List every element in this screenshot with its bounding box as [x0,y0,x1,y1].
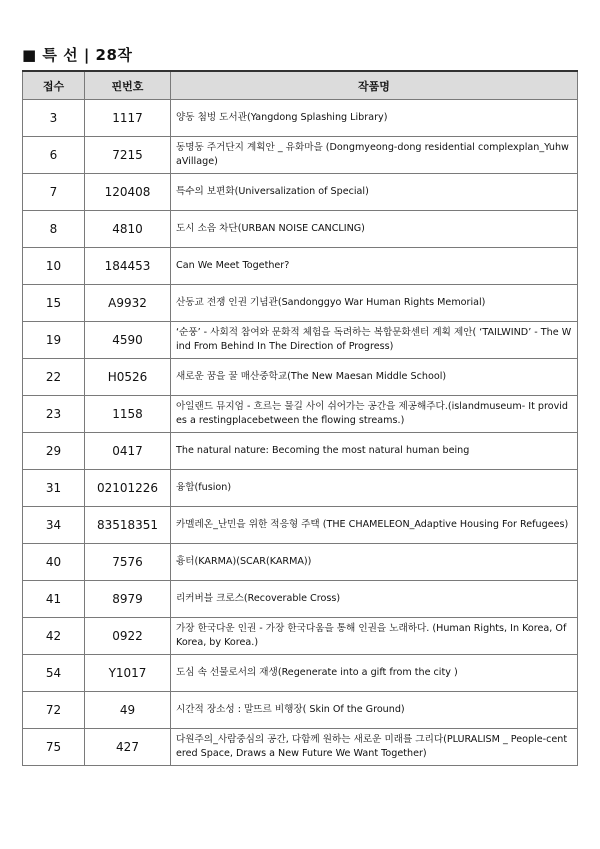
table-body [23,100,578,766]
table-row [23,692,578,729]
work-title-cell: Can We Meet Together? [171,248,578,285]
pin-number-cell: Y1017 [85,655,171,692]
table-row [23,396,578,433]
pin-number-cell: 120408 [85,174,171,211]
awards-table [22,70,578,766]
work-title-cell: 융합(fusion) [171,470,578,507]
work-title-cell: 카멜레온_난민을 위한 적응형 주택 (THE CHAMELEON_Adaptive Housing For Refugees) [171,507,578,544]
entry-number-cell: 29 [23,433,85,470]
work-title-cell: 도시 소음 차단(URBAN NOISE CANCLING) [171,211,578,248]
table-row [23,581,578,618]
entry-number-cell: 42 [23,618,85,655]
work-title-cell: 아일랜드 뮤지엄 - 흐르는 물길 사이 쉬어가는 공간을 제공해주다.(islandmuseum- It provides a restingplacebetween the flowing streams.) [171,396,578,433]
pin-number-cell: 7576 [85,544,171,581]
table-row [23,137,578,174]
entry-number-cell: 72 [23,692,85,729]
table-row [23,359,578,396]
table-row [23,655,578,692]
work-title-cell: 리커버블 크로스(Recoverable Cross) [171,581,578,618]
entry-number-cell: 22 [23,359,85,396]
pin-number-cell: 0922 [85,618,171,655]
header-pin-number: 핀번호 [85,71,171,100]
table-row [23,174,578,211]
pin-number-cell: 184453 [85,248,171,285]
pin-number-cell: 1158 [85,396,171,433]
pin-number-cell: 49 [85,692,171,729]
header-work-title: 작품명 [171,71,578,100]
pin-number-cell: 7215 [85,137,171,174]
entry-number-cell: 40 [23,544,85,581]
work-title-cell: 새로운 꿈을 꿀 매산중학교(The New Maesan Middle School) [171,359,578,396]
entry-number-cell: 8 [23,211,85,248]
entry-number-cell: 34 [23,507,85,544]
work-title-cell: 특수의 보편화(Universalization of Special) [171,174,578,211]
entry-number-cell: 6 [23,137,85,174]
entry-number-cell: 54 [23,655,85,692]
pin-number-cell: 4810 [85,211,171,248]
pin-number-cell: 02101226 [85,470,171,507]
table-row [23,100,578,137]
table-row [23,470,578,507]
entry-number-cell: 3 [23,100,85,137]
entry-number-cell: 75 [23,729,85,766]
table-row [23,729,578,766]
work-title-cell: 다원주의_사람중심의 공간, 다함께 원하는 새로운 미래를 그리다(PLURALISM _ People-centered Space, Draws a New Future We Want Together) [171,729,578,766]
table-header-row [23,71,578,100]
pin-number-cell: 4590 [85,322,171,359]
table-row [23,618,578,655]
entry-number-cell: 15 [23,285,85,322]
work-title-cell: 동명동 주거단지 계획안 _ 유화마을 (Dongmyeong-dong residential complexplan_YuhwaVillage) [171,137,578,174]
entry-number-cell: 7 [23,174,85,211]
work-title-cell: 시간적 장소성 : 말뜨르 비행장( Skin Of the Ground) [171,692,578,729]
pin-number-cell: A9932 [85,285,171,322]
pin-number-cell: H0526 [85,359,171,396]
pin-number-cell: 0417 [85,433,171,470]
table-row [23,507,578,544]
work-title-cell: 산동교 전쟁 인권 기념관(Sandonggyo War Human Rights Memorial) [171,285,578,322]
work-title-cell: 흉터(KARMA)(SCAR(KARMA)) [171,544,578,581]
table-row [23,211,578,248]
entry-number-cell: 19 [23,322,85,359]
table-row [23,322,578,359]
entry-number-cell: 23 [23,396,85,433]
work-title-cell: The natural nature: Becoming the most natural human being [171,433,578,470]
table-row [23,544,578,581]
pin-number-cell: 427 [85,729,171,766]
work-title-cell: 도심 속 선물로서의 재생(Regenerate into a gift from the city ) [171,655,578,692]
pin-number-cell: 8979 [85,581,171,618]
table-row [23,285,578,322]
work-title-cell: 가장 한국다운 인권 - 가장 한국다움을 통해 인권을 노래하다. (Human Rights, In Korea, Of Korea, by Korea.) [171,618,578,655]
pin-number-cell: 83518351 [85,507,171,544]
entry-number-cell: 41 [23,581,85,618]
table-row [23,433,578,470]
work-title-cell: ‘순풍’ - 사회적 참여와 문화적 체험을 독려하는 복합문화센터 계획 제안( ‘TAILWIND’ - The Wind From Behind In The Direction of Progress) [171,322,578,359]
pin-number-cell: 1117 [85,100,171,137]
header-entry-number: 접수 [23,71,85,100]
work-title-cell: 양동 첨벙 도서관(Yangdong Splashing Library) [171,100,578,137]
entry-number-cell: 10 [23,248,85,285]
section-heading: ■ 특 선 | 28작 [22,46,133,64]
table-row [23,248,578,285]
entry-number-cell: 31 [23,470,85,507]
